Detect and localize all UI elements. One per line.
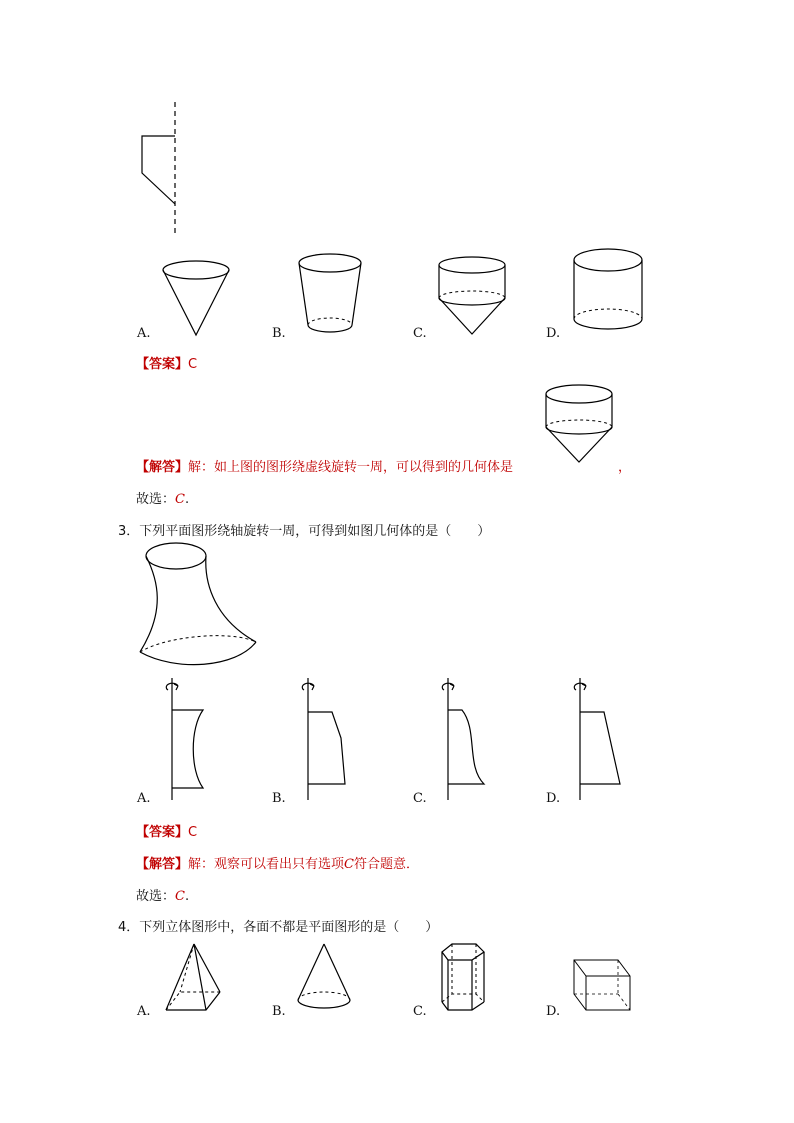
q3-option-d-label: D. <box>546 791 561 806</box>
q2-analysis <box>136 456 513 475</box>
q4-option-c-hexagonal-prism[interactable] <box>440 942 500 1018</box>
q3-option-b-shape[interactable] <box>296 678 356 802</box>
q3-analysis-post: 符合题意． <box>353 857 419 872</box>
q2-answer-value: C <box>188 357 198 372</box>
q2-conclusion-value: C <box>175 492 185 507</box>
q4-option-d-prism[interactable] <box>572 956 642 1016</box>
q3-analysis-option: C <box>344 857 354 872</box>
q2-conclusion-suffix: . <box>184 492 190 507</box>
q3-answer <box>136 821 197 840</box>
q4-option-b-label: B. <box>272 1004 286 1019</box>
q2-option-c-label: C. <box>413 326 427 341</box>
q3-stem: 3．下列平面图形绕轴旋转一周，可得到如图几何体的是（ ） <box>118 524 491 539</box>
q2-option-d-cylinder[interactable] <box>572 246 652 336</box>
q2-option-b-label: B. <box>272 326 286 341</box>
q3-analysis-label: 【解答】 <box>136 857 189 872</box>
q3-option-a-shape[interactable] <box>160 678 220 802</box>
q2-option-b-frustum[interactable] <box>296 252 366 338</box>
q3-answer-value: C <box>188 825 198 840</box>
q2-answer-label: 【答案】 <box>136 357 189 372</box>
q3-conclusion-suffix: . <box>184 889 190 904</box>
q3-analysis <box>136 853 419 872</box>
q4-option-a-label: A. <box>137 1004 151 1019</box>
q3-option-b-label: B. <box>272 791 286 806</box>
q4-option-a-pyramid[interactable] <box>162 942 232 1016</box>
q2-conclusion <box>136 488 189 507</box>
q2-analysis-label: 【解答】 <box>136 460 189 475</box>
q3-analysis-pre: 解：观察可以看出只有选项 <box>188 857 345 872</box>
q3-target-solid <box>136 540 266 670</box>
q4-option-b-cone[interactable] <box>296 942 356 1016</box>
q3-option-a-label: A. <box>137 791 151 806</box>
q2-conclusion-prefix: 故选： <box>136 492 176 507</box>
q2-answer <box>136 353 197 372</box>
q2-option-a-cone[interactable] <box>160 258 240 338</box>
q2-option-c-cylinder-cone[interactable] <box>436 256 516 340</box>
q3-option-c-label: C. <box>413 791 427 806</box>
q2-analysis-solid <box>544 384 618 466</box>
q3-conclusion-prefix: 故选： <box>136 889 176 904</box>
q3-option-c-shape[interactable] <box>436 678 496 802</box>
q2-analysis-tail: ， <box>618 460 632 475</box>
rotation-plane-figure <box>130 100 190 240</box>
q3-answer-label: 【答案】 <box>136 825 189 840</box>
q4-option-d-label: D. <box>546 1004 561 1019</box>
q3-option-d-shape[interactable] <box>568 678 628 802</box>
q4-stem: 4．下列立体图形中，各面不都是平面图形的是（ ） <box>118 920 439 935</box>
q3-conclusion <box>136 885 189 904</box>
q2-analysis-text: 解：如上图的图形绕虚线旋转一周，可以得到的几何体是 <box>188 460 514 475</box>
q3-conclusion-value: C <box>175 889 185 904</box>
q2-option-a-label: A. <box>137 326 151 341</box>
q2-option-d-label: D. <box>546 326 561 341</box>
q4-option-c-label: C. <box>413 1004 427 1019</box>
